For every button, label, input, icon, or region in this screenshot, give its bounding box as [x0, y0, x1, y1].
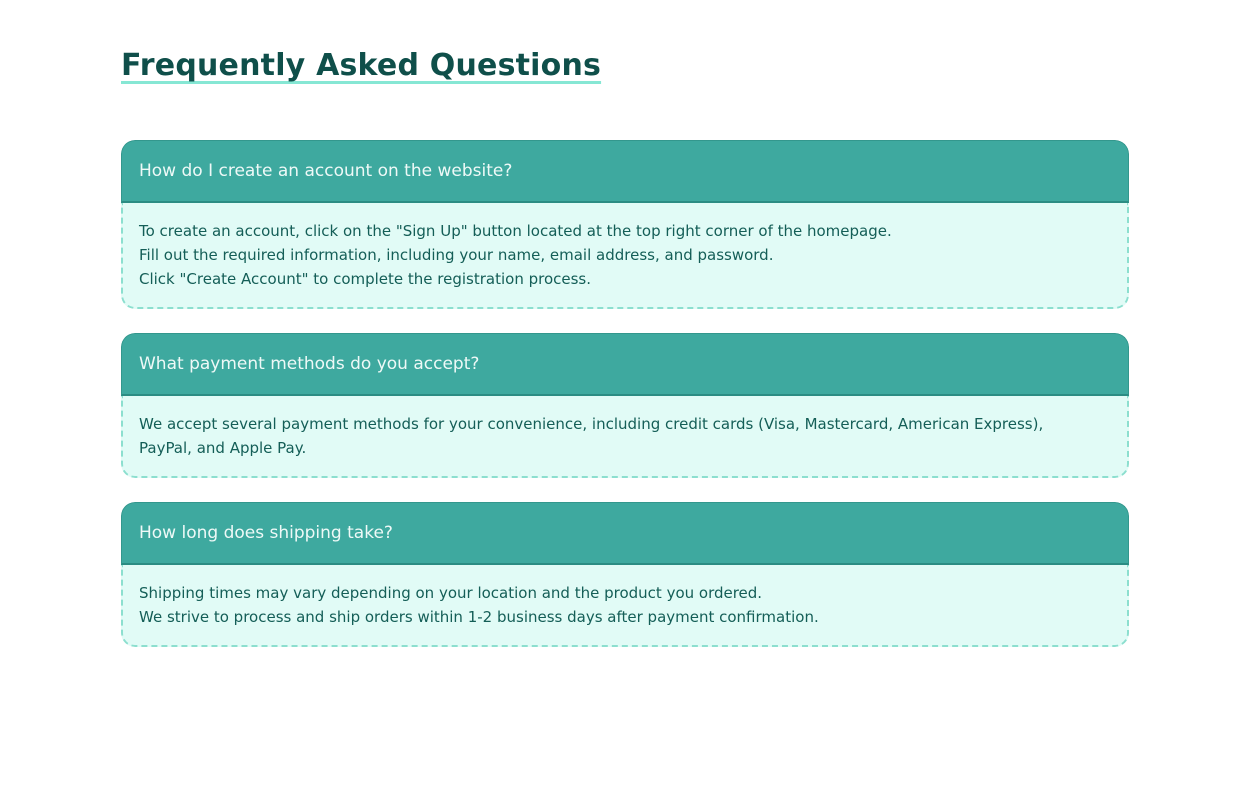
faq-answer-line: To create an account, click on the "Sign Up" button located at the top right corner of the homepage.: [139, 222, 892, 240]
faq-answer-line: We strive to process and ship orders within 1-2 business days after payment confirmation.: [139, 608, 819, 626]
faq-question-account[interactable]: [121, 140, 1129, 203]
faq-question-text: What payment methods do you accept?: [139, 354, 480, 374]
faq-list: [121, 140, 1129, 671]
faq-item: [121, 502, 1129, 647]
faq-answer-payment: [121, 396, 1129, 478]
faq-answer-line: We accept several payment methods for your convenience, including credit cards (Visa, Mastercard, American Express),: [139, 415, 1044, 433]
page-title: Frequently Asked Questions: [121, 48, 602, 83]
faq-question-text: How long does shipping take?: [139, 523, 393, 543]
faq-question-shipping[interactable]: [121, 502, 1129, 565]
faq-item: [121, 140, 1129, 309]
page-header: [121, 46, 601, 86]
faq-answer-account: [121, 203, 1129, 309]
faq-answer-shipping: [121, 565, 1129, 647]
faq-answer-line: Fill out the required information, including your name, email address, and password.: [139, 246, 774, 264]
faq-item: [121, 333, 1129, 478]
faq-answer-line: Click "Create Account" to complete the registration process.: [139, 270, 592, 288]
faq-question-payment[interactable]: [121, 333, 1129, 396]
faq-answer-line: PayPal, and Apple Pay.: [139, 439, 307, 457]
faq-answer-line: Shipping times may vary depending on your location and the product you ordered.: [139, 584, 763, 602]
faq-question-text: How do I create an account on the website?: [139, 161, 513, 181]
